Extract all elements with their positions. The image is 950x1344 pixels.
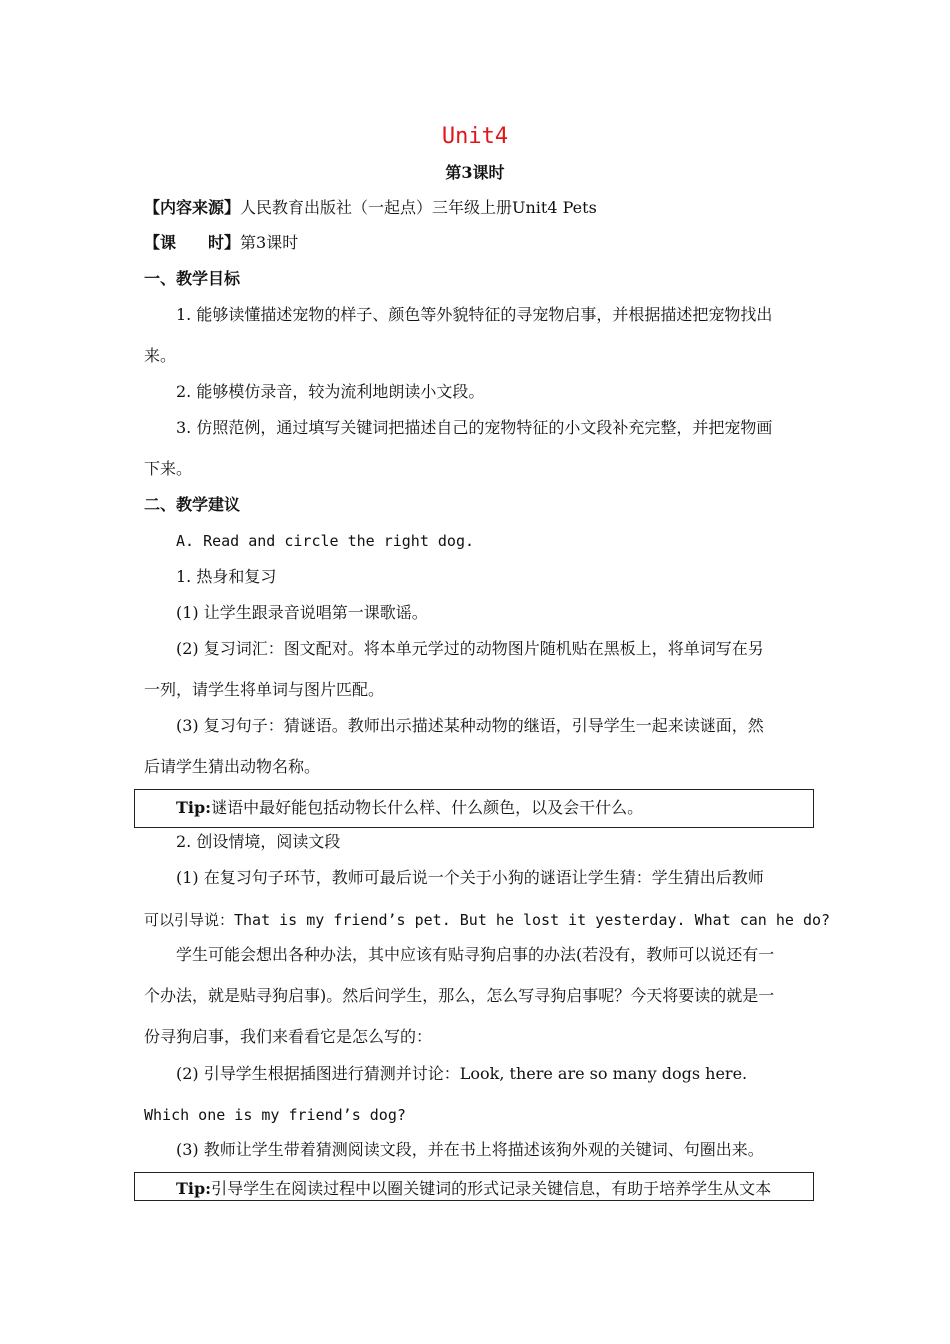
lesson-period-label: 【课 时】 [144,233,241,252]
lesson-period-text: 第3课时 [240,233,299,252]
lesson-period [144,233,298,253]
step-2-item-1-line-2: 可以引导说：That is my friend’s pet. But he lost it yesterday. What can he do? [144,911,831,929]
step-2-item-1-line-5: 份寻狗启事，我们来看看它是怎么写的： [144,1027,433,1046]
tip-1 [176,798,643,818]
step-2-item-3: (3) 教师让学生带着猜测阅读文段，并在书上将描述该狗外观的关键词、句圈出来。 [176,1140,764,1159]
content-source [144,198,597,218]
step-1-item-3-line-1: (3) 复习句子：猜谜语。教师出示描述某种动物的继语，引导学生一起来读谜面，然 [176,716,764,735]
goal-3-line-1: 3. 仿照范例，通过填写关键词把描述自己的宠物特征的小文段补充完整，并把宠物画 [176,418,773,437]
step-2-item-1-line-4: 个办法，就是贴寻狗启事)。然后问学生，那么，怎么写寻狗启事呢？今天将要读的就是一 [144,986,775,1005]
goal-3-line-2: 下来。 [144,459,193,478]
tip-2-text: 引导学生在阅读过程中以圈关键词的形式记录关键信息，有助于培养学生从文本 [211,1179,772,1198]
step-1-item-2-line-2: 一列，请学生将单词与图片匹配。 [144,680,385,699]
step-2-item-1-line-1: (1) 在复习句子环节，教师可最后说一个关于小狗的谜语让学生猜：学生猜出后教师 [176,868,764,887]
tip-box-1 [134,789,814,828]
content-source-label: 【内容来源】 [144,198,241,217]
tip-2 [176,1179,771,1199]
tip-box-2 [134,1172,814,1201]
section-heading-suggestions: 二、教学建议 [144,495,241,514]
tip-2-label: Tip: [176,1179,212,1198]
lesson-subtitle: 第3课时 [445,163,505,182]
goal-1-line-2: 来。 [144,346,177,365]
step-2-item-2-line-2: Which one is my friend’s dog? [144,1106,406,1124]
step-1-item-1: (1) 让学生跟录音说唱第一课歌谣。 [176,603,428,622]
step-2-item-2-line-1: (2) 引导学生根据插图进行猜测并讨论：Look, there are so many dogs here. [176,1064,748,1083]
tip-1-text: 谜语中最好能包括动物长什么样、什么颜色，以及会干什么。 [211,798,644,817]
section-heading-goals: 一、教学目标 [144,269,241,288]
step-1-item-3-line-2: 后请学生猜出动物名称。 [144,757,321,776]
step-1-item-2-line-1: (2) 复习词汇：图文配对。将本单元学过的动物图片随机贴在黑板上，将单词写在另 [176,639,764,658]
goal-2: 2. 能够模仿录音，较为流利地朗读小文段。 [176,382,485,401]
content-source-text: 人民教育出版社（一起点）三年级上册Unit4 Pets [240,198,597,217]
tip-1-label: Tip: [176,798,212,817]
part-a-heading: A. Read and circle the right dog. [176,532,475,550]
step-1-heading: 1. 热身和复习 [176,567,277,586]
step-2-item-1-line-3: 学生可能会想出各种办法，其中应该有贴寻狗启事的办法(若没有，教师可以说还有一 [176,945,775,964]
goal-1-line-1: 1. 能够读懂描述宠物的样子、颜色等外貌特征的寻宠物启事，并根据描述把宠物找出 [176,305,773,324]
step-2-heading: 2. 创设情境，阅读文段 [176,832,341,851]
document-title: Unit4 [441,124,509,149]
